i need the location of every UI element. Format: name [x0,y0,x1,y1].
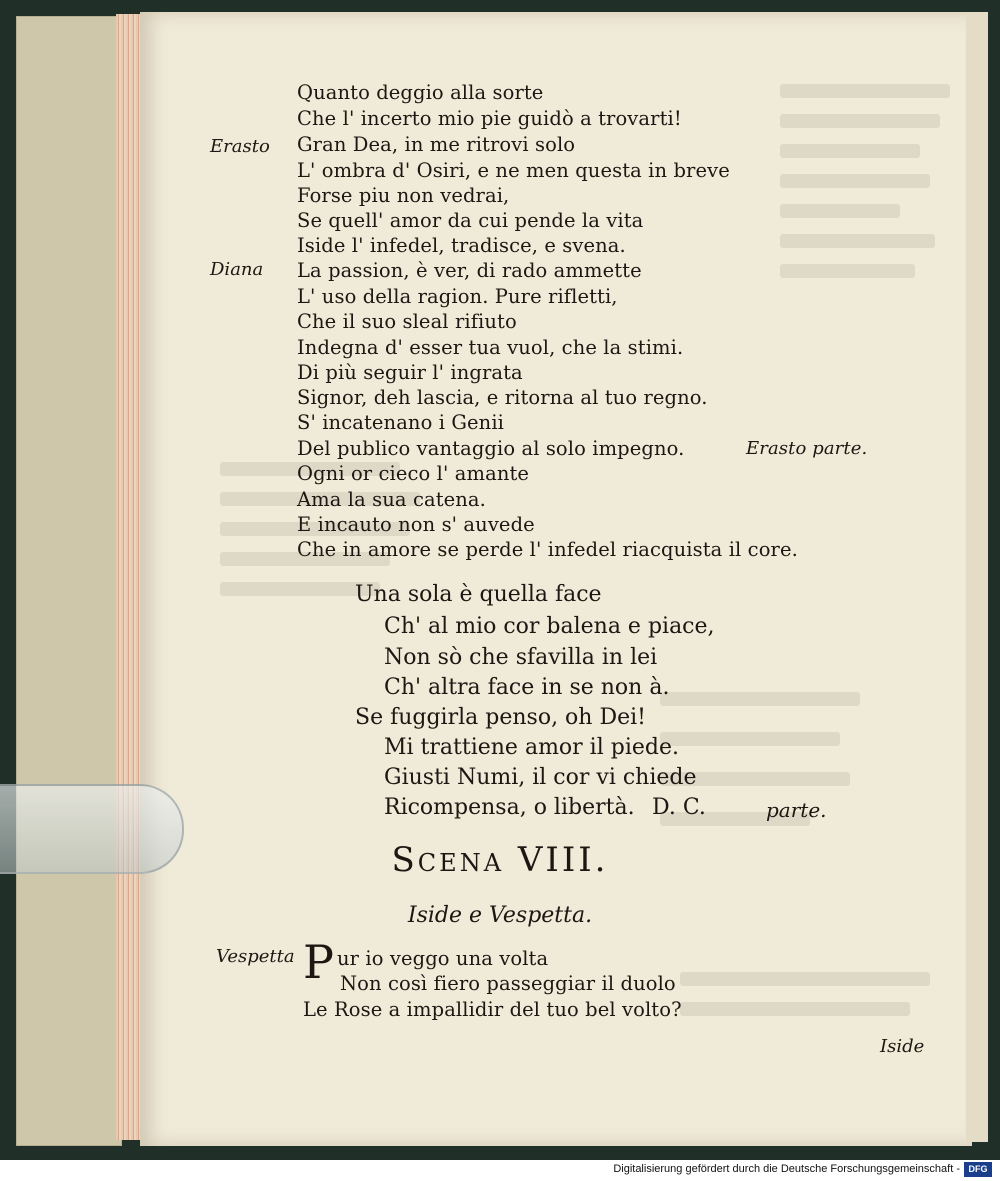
text-line: Indegna d' esser tua vuol, che la stimi. [297,336,684,359]
text-line: Del publico vantaggio al solo impegno. [297,437,685,460]
text-line: L' uso della ragion. Pure rifletti, [297,285,618,308]
speaker-erasto: Erasto [210,136,270,157]
aria-line: Ricompensa, o libertà. [384,795,635,820]
stage-direction: parte. [766,798,827,822]
aria-line: Ch' altra face in se non à. [384,675,670,700]
text-line: Le Rose a impallidir del tuo bel volto? [303,998,682,1021]
text-line: Di più seguir l' ingrata [297,361,523,384]
book-cover-board [16,16,122,1146]
aria-line: Giusti Numi, il cor vi chiede [384,765,697,790]
catchword: Iside [880,1036,925,1057]
aria-line: Una sola è quella face [355,582,602,607]
da-capo-mark: D. C. [652,795,706,820]
funding-credit: Digitalisierung gefördert durch die Deutsche Forschungsgemeinschaft - [613,1163,960,1175]
text-line: Che in amore se perde l' infedel riacquista il core. [297,538,798,561]
text-line: Signor, deh lascia, e ritorna al tuo regno. [297,386,708,409]
text-line: L' ombra d' Osiri, e ne men questa in breve [297,159,730,182]
speaker-diana: Diana [210,259,264,280]
page-right-edge [966,12,988,1142]
aria-line: Se fuggirla penso, oh Dei! [355,705,646,730]
text-line: Forse piu non vedrai, [297,184,510,207]
aria-line: Ch' al mio cor balena e piace, [384,614,715,639]
text-line: Che il suo sleal rifiuto [297,310,517,333]
drop-cap: P [303,935,334,989]
scene-heading: Scena VIII. [391,840,609,880]
text-line: Non così fiero passeggiar il duolo [340,972,676,995]
text-line: E incauto non s' auvede [297,513,535,536]
speaker-vespetta: Vespetta [216,946,295,967]
text-line: Iside l' infedel, tradisce, e svena. [297,234,626,257]
aria-line: Mi trattiene amor il piede. [384,735,679,760]
text-line: S' incatenano i Genii [297,411,505,434]
text-line: Se quell' amor da cui pende la vita [297,209,644,232]
text-line: Ama la sua catena. [297,488,486,511]
text-line: La passion, è ver, di rado ammette [297,259,642,282]
aria-line: Non sò che sfavilla in lei [384,645,658,670]
text-line: Gran Dea, in me ritrovi solo [297,133,576,156]
dfg-logo: DFG [964,1162,992,1177]
text-line: Quanto deggio alla sorte [297,81,544,104]
scene-characters: Iside e Vespetta. [407,903,593,928]
text-line: Ogni or cieco l' amante [297,462,530,485]
stage-direction: Erasto parte. [746,438,868,459]
footer-bar [0,1160,1000,1181]
text-line: Che l' incerto mio pie guidò a trovarti! [297,107,682,130]
text-line: ur io veggo una volta [337,947,549,970]
